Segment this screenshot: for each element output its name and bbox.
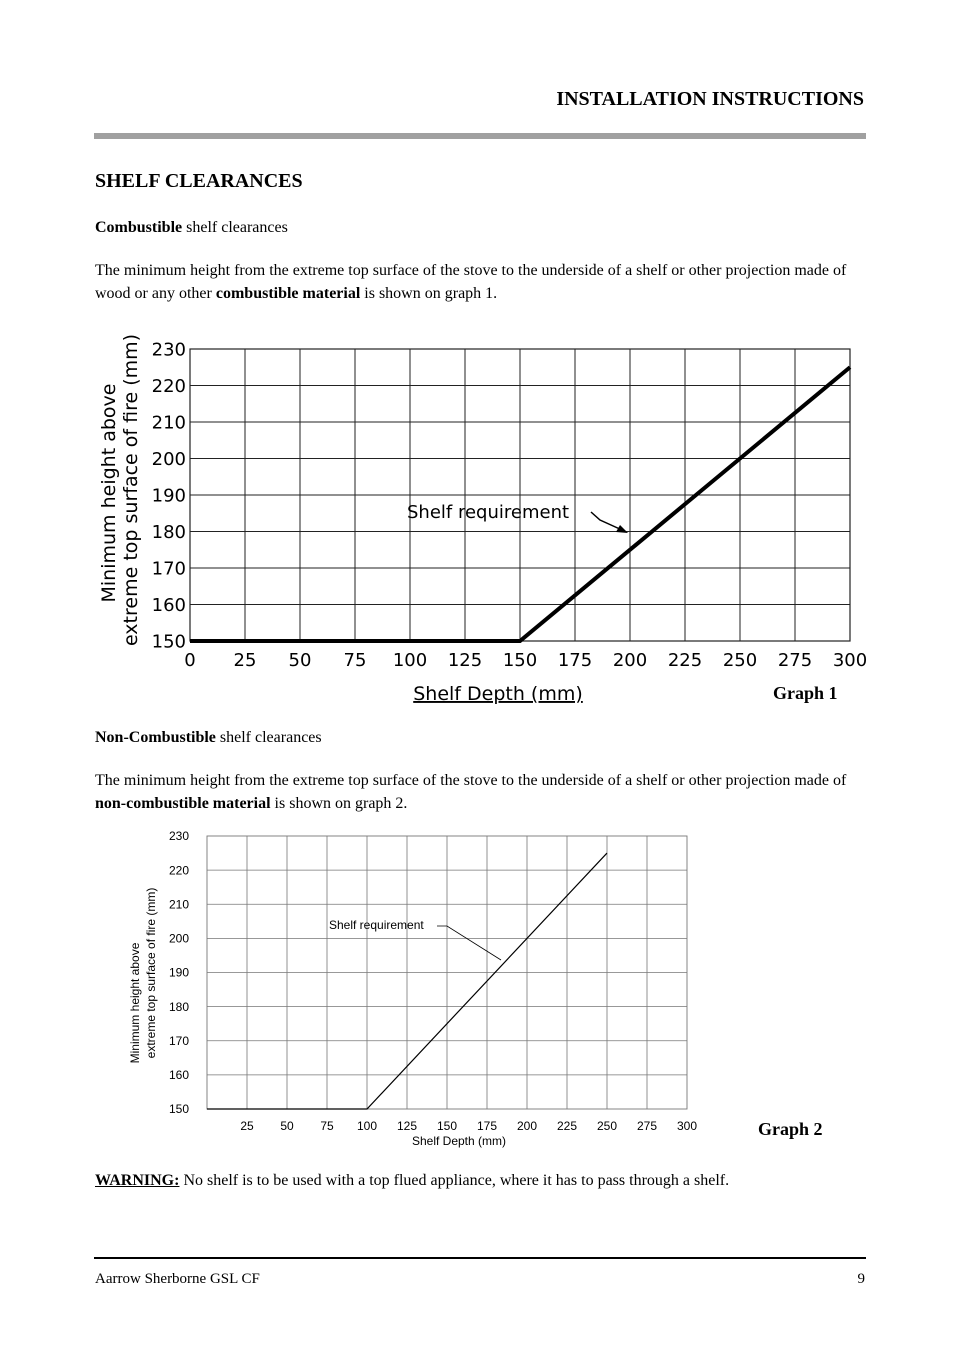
g1-x-tick-label: 125 [447, 650, 483, 671]
g1-x-tick-label: 100 [392, 650, 428, 671]
g1-x-tick-label: 200 [612, 650, 648, 671]
footer-page-number: 9 [857, 1271, 865, 1287]
g2-x-tick-label: 250 [596, 1119, 618, 1133]
g1-y-tick-label: 220 [151, 375, 186, 397]
g1-y-tick-label: 180 [151, 521, 186, 543]
combustible-para-2: is shown on graph 1. [360, 285, 498, 302]
g2-x-tick-label: 150 [436, 1119, 458, 1133]
warning-body: No shelf is to be used with a top flued appliance, where it has to pass through a shelf. [179, 1172, 730, 1189]
g2-x-tick-label: 175 [476, 1119, 498, 1133]
g2-x-tick-label: 75 [320, 1119, 334, 1133]
graph-1-ylabel-line1: Minimum height above [98, 383, 120, 603]
g2-x-tick-label: 125 [396, 1119, 418, 1133]
section-title: SHELF CLEARANCES [95, 170, 303, 192]
g2-x-tick-label: 275 [636, 1119, 658, 1133]
g1-x-tick-label: 275 [777, 650, 813, 671]
g2-x-tick-label: 50 [280, 1119, 294, 1133]
g2-x-tick-label: 225 [556, 1119, 578, 1133]
g1-x-tick-label: 75 [343, 650, 367, 671]
g2-x-tick-label: 200 [516, 1119, 538, 1133]
g2-y-tick-label: 150 [168, 1102, 189, 1117]
footer-rule [94, 1257, 866, 1259]
combustible-subheading-rest: shelf clearances [182, 219, 288, 236]
graph-1-ylabel-line2: extreme top surface of fire (mm) [120, 333, 142, 647]
g2-y-tick-label: 160 [168, 1068, 189, 1083]
g1-x-tick-label: 150 [502, 650, 538, 671]
g1-y-tick-label: 210 [151, 412, 186, 434]
noncombustible-subheading-bold: Non-Combustible [95, 729, 216, 746]
noncombustible-para-bold: non-combustible material [95, 795, 271, 812]
noncombustible-subheading-rest: shelf clearances [215, 729, 322, 746]
warning-label: WARNING: [95, 1172, 180, 1189]
g2-y-tick-label: 170 [168, 1033, 189, 1048]
warning-text [95, 1172, 729, 1190]
g1-x-tick-label: 300 [832, 650, 868, 671]
g1-x-tick-label: 225 [667, 650, 703, 671]
g1-y-tick-label: 190 [151, 485, 186, 507]
g2-y-tick-label: 230 [168, 829, 189, 844]
g1-x-tick-label: 0 [184, 650, 196, 671]
noncombustible-para-2: is shown on graph 2. [270, 795, 408, 812]
header-title: INSTALLATION INSTRUCTIONS [556, 88, 864, 110]
g2-y-tick-label: 190 [168, 965, 189, 980]
g2-y-tick-label: 200 [168, 931, 189, 946]
combustible-subheading-bold: Combustible [95, 219, 183, 236]
g1-x-tick-label: 50 [288, 650, 312, 671]
graph-1-annotation: Shelf requirement [407, 502, 570, 523]
g2-y-tick-label: 180 [168, 999, 189, 1014]
g1-y-tick-label: 200 [151, 448, 186, 470]
graph-1-xlabel: Shelf Depth (mm) [413, 683, 583, 705]
graph-2-xlabel: Shelf Depth (mm) [411, 1134, 507, 1148]
combustible-para-1: The minimum height from the extreme top surface of the stove to the underside of a shelf or other projection made of wood or any other [95, 262, 847, 302]
graph-2-ylabel-line2: extreme top surface of fire (mm) [144, 887, 158, 1059]
g1-y-tick-label: 160 [151, 594, 186, 616]
g1-y-tick-label: 150 [151, 631, 186, 653]
graph-2-ylabel-line1: Minimum height above [128, 942, 142, 1064]
g2-x-tick-label: 300 [676, 1119, 698, 1133]
g2-x-tick-label: 25 [240, 1119, 254, 1133]
g2-y-tick-label: 210 [168, 897, 189, 912]
g1-x-tick-label: 25 [233, 650, 257, 671]
g1-y-tick-label: 230 [151, 339, 186, 361]
g2-x-tick-label: 100 [356, 1119, 378, 1133]
g1-x-tick-label: 175 [557, 650, 593, 671]
g2-y-tick-label: 220 [168, 863, 189, 878]
graph-2-label: Graph 2 [758, 1119, 823, 1139]
g1-x-tick-label: 250 [722, 650, 758, 671]
combustible-para-bold: combustible material [215, 285, 361, 302]
graph-1-label: Graph 1 [773, 683, 838, 703]
graph-2-annotation: Shelf requirement [329, 918, 424, 932]
noncombustible-para-1: The minimum height from the extreme top surface of the stove to the underside of a shelf or other projection made of [95, 772, 847, 789]
g1-y-tick-label: 170 [151, 558, 186, 580]
footer-product-name: Aarrow Sherborne GSL CF [95, 1271, 260, 1287]
